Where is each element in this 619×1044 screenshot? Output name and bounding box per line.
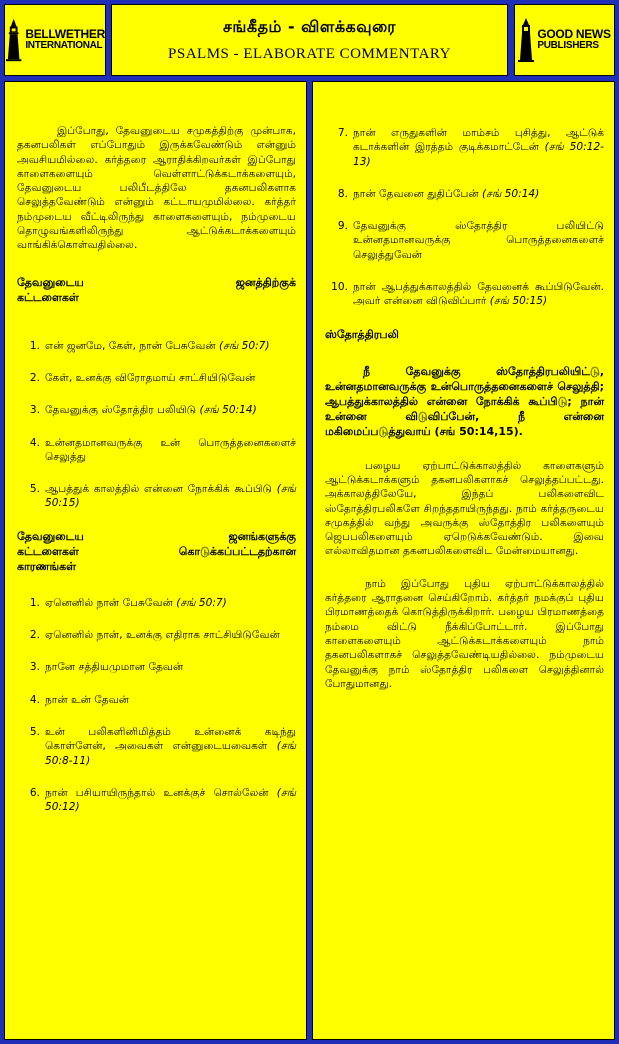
heading-commands-line2: கட்டளைகள் xyxy=(17,290,79,304)
list-item: 10. நான் ஆபத்துக்காலத்தில் தேவனைக் கூப்பிடுவேன். அவர் என்னை விடுவிப்பார் (சங் 50:15) xyxy=(331,281,604,308)
commands-list xyxy=(17,339,296,511)
heading-thanksgiving: ஸ்தோத்திரபலி xyxy=(325,327,399,341)
bellwether-logo xyxy=(4,4,106,76)
heading-commands xyxy=(17,275,296,305)
list-item: 5. உன் பலிகளினிமித்தம் உன்னைக் கடிந்து கொள்ளேன், அவைகள் என்னுடையவைகள் (சங் 50:8-11) xyxy=(29,725,296,767)
list-item: 5. ஆபத்துக் காலத்தில் என்னை நோக்கிக் கூப்பிடு (சங் 50:15) xyxy=(29,483,296,510)
left-column xyxy=(4,81,307,1040)
logo-left-line1: BELLWETHER xyxy=(25,27,105,41)
bold-quote: நீ தேவனுக்கு ஸ்தோத்திரபலியிட்டு, உன்னதமானவருக்கு உன்பொருத்தனைகளைச் செலுத்தி; ஆபத்துக்காலத்தில் என்னை நோக்கிக் கூப்பிடு; நான் உன்னை விடுவிப்பேன், நீ என்னை மகிமைப்படுத்துவாய் (சங் 50:14,15). xyxy=(325,364,604,438)
list-item: 3. தேவனுக்கு ஸ்தோத்திர பலியிடு (சங் 50:14) xyxy=(29,404,257,417)
heading-reasons xyxy=(17,529,296,574)
list-item: 1. ஏனெனில் நான் பேசுவேன் (சங் 50:7) xyxy=(29,596,227,609)
page-title-tamil: சங்கீதம் - விளக்கவுரை xyxy=(222,17,396,36)
list-item: 1. என் ஜனமே, கேள், நான் பேசுவேன் (சங் 50:7) xyxy=(29,339,270,352)
heading-commands-line1: தேவனுடைய ஜனத்திற்குக் xyxy=(17,275,296,289)
heading-reasons-line2: கட்டளைகள் கொடுக்கப்பட்டதற்கான xyxy=(17,544,296,558)
list-item: 3. நானே சத்தியமுமான தேவன் xyxy=(29,661,184,674)
list-item: 4. நான் உன் தேவன் xyxy=(29,693,130,706)
list-item: 9. தேவனுக்கு ஸ்தோத்திர பலியிட்டு உன்னதமானவருக்கு பொருத்தனைகளைச் செலுத்துவேன் xyxy=(337,220,604,261)
intro-paragraph: இப்போது, தேவனுடைய சமுகத்திற்கு முன்பாக, தகனபலிகள் எப்போதும் இருக்கவேண்டும் என்னும் அவசியமில்லை. கர்த்தரை ஆராதிக்கிறவர்கள் இப்போது காளைகளையும் வெள்ளாட்டுக்கடாக்களையும், தேவனுடைய பலிபீடத்திலே தகனபலிகளாக செலுத்தவேண்டும் என்னும் கட்டாயமுமில்லை. கர்த்தர் நம்முடைய வீட்டிலிருந்து காளைகளையும், நம்முடைய தொழுவங்களிலிருந்து ஆட்டுக்கடாக்களையும் வாங்கிக்கொள்வதில்லை. xyxy=(17,125,296,252)
paragraph-old-testament: பழைய ஏற்பாட்டுக்காலத்தில் காளைகளும் ஆட்டுக்கடாக்களும் தகனபலிகளாகச் செலுத்தப்பட்டது. அக்காலத்திலேயே, இந்தப் பலிகளைவிட ஸ்தோத்திரபலிகளே சிறந்ததாயிருந்தது. நாம் கர்த்தருடைய சமுகத்தில் வந்து அவருக்கு ஸ்தோத்திர பலிகளையும் ஜெபபலிகளையும் ஏறெடுக்கவேண்டும். இவை எல்லாவிதமான தகனபலிகளைவிட மேன்மையானது. xyxy=(325,459,604,558)
list-item: 8. நான் தேவனை துதிப்பேன் (சங் 50:14) xyxy=(337,187,540,200)
tower-icon xyxy=(518,18,534,62)
right-column xyxy=(312,81,615,1040)
logo-left-line2: INTERNATIONAL xyxy=(25,40,103,51)
list-item: 7. நான் எருதுகளின் மாம்சம் புசித்து, ஆட்டுக் கடாக்களின் இரத்தம் குடிக்கமாட்டேன் (சங் 50:12-13) xyxy=(337,127,605,168)
page-title-english: PSALMS - ELABORATE COMMENTARY xyxy=(168,46,451,62)
reasons-list-continued xyxy=(325,126,604,309)
page-title-box xyxy=(111,4,508,76)
list-item: 2. கேள், உனக்கு விரோதமாய் சாட்சியிடுவேன் xyxy=(29,371,256,384)
paragraph-new-testament: நாம் இப்போது புதிய ஏற்பாட்டுக்காலத்தில் கர்த்தரை ஆராதனை செய்கிறோம். கர்த்தர் நமக்குப் புதிய பிரமாணத்தைக் கொடுத்திருக்கிறார். பழைய பிரமாணத்தை நம்மை விட்டு நீக்கிப்போட்டார். இப்போது காளைகளையும் ஆட்டுக்கடாக்களையும் நாம் தகனபலிகளாகச் செலுத்தவேண்டியதில்லை. நம்முடைய தேவனுக்கு நாம் ஸ்தோத்திர பலிகளை செலுத்தினால் போதுமானது. xyxy=(325,577,604,690)
reasons-list xyxy=(17,596,296,815)
heading-reasons-line3: காரணங்கள் xyxy=(17,559,77,573)
list-item: 2. ஏனெனில் நான், உனக்கு எதிராக சாட்சியிடுவேன் xyxy=(29,629,280,642)
list-item: 4. உன்னதமானவருக்கு உன் பொருத்தனைகளைச் செலுத்து xyxy=(29,436,296,463)
logo-right-line2: PUBLISHERS xyxy=(537,40,599,51)
good-news-logo xyxy=(514,4,615,76)
list-item: 6. நான் பசியாயிருந்தால் உனக்குச் சொல்லேன் (சங் 50:12) xyxy=(29,786,296,814)
heading-reasons-line1: தேவனுடைய ஜனங்களுக்கு xyxy=(17,529,296,543)
bell-tower-icon xyxy=(5,18,22,62)
logo-right-line1: GOOD NEWS xyxy=(537,27,611,41)
